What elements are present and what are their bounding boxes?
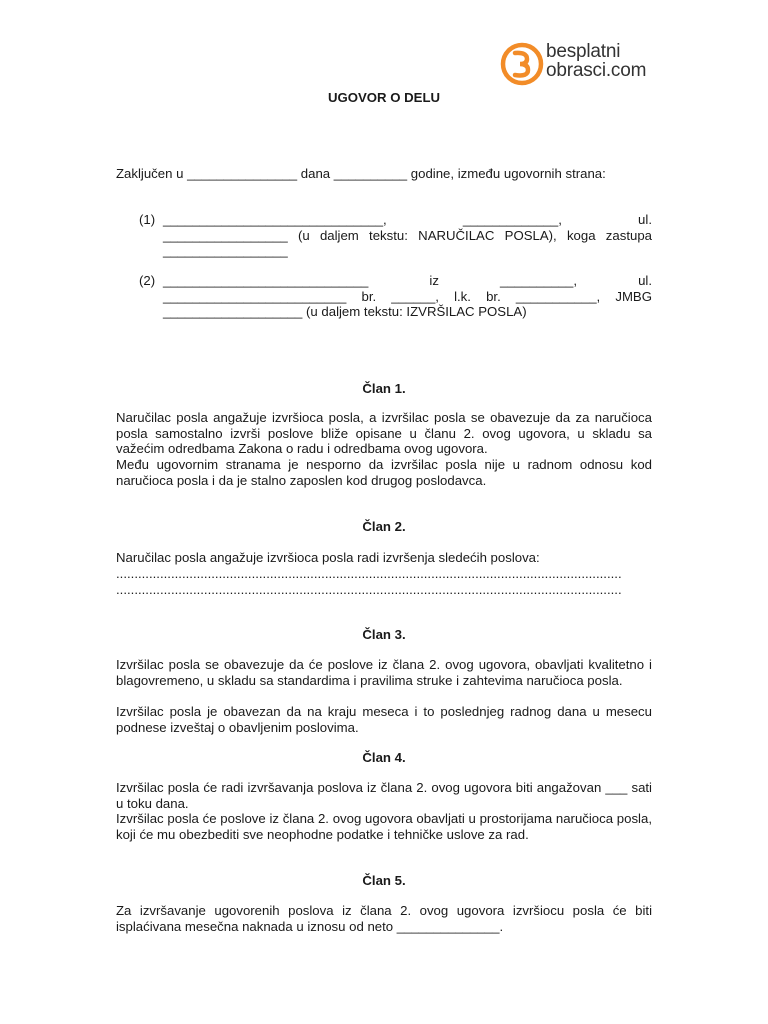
clan-4-paragraph-2: Izvršilac posla će poslove iz člana 2. ovog ugovora obavljati u prostorijama naručioca posla, koji će mu obezbediti sve neophodne podatke i tehničke uslove za rad. <box>116 811 652 842</box>
party-2-line-1: ____________________________ iz __________, ul. <box>163 273 652 288</box>
site-logo <box>500 42 660 90</box>
clan-3-paragraph-1: Izvršilac posla se obavezuje da će poslove iz člana 2. ovog ugovora, obavljati kvalitetno i blagovremeno, u skladu sa standardima i pravilima struke i zahtevima naručioca posla. <box>116 657 652 688</box>
clan-2-heading: Član 2. <box>362 519 406 534</box>
logo-line-2: obrasci.com <box>546 60 647 81</box>
clan-2-paragraph-1: Naručilac posla angažuje izvršioca posla radi izvršenja sledećih poslova: <box>116 550 540 565</box>
clan-2-dotted-line-1: .......................................................................................................................................... <box>116 566 622 581</box>
party-1-line-1: ______________________________, _____________, ul. <box>163 212 652 227</box>
party-2-line-2: _________________________ br. ______, l.k. br. ___________, JMBG <box>163 288 652 304</box>
clan-5-heading: Član 5. <box>362 873 406 888</box>
party-2-number: (2) <box>139 273 156 288</box>
party-1-line-3: _________________ <box>163 243 288 259</box>
clan-2-dotted-line-2: .......................................................................................................................................... <box>116 582 622 597</box>
party-1-number: (1) <box>139 212 156 227</box>
intro-line: Zaključen u _______________ dana __________ godine, između ugovornih strana: <box>116 166 606 181</box>
clan-1-heading: Član 1. <box>362 381 406 396</box>
clan-1-paragraph-2: Među ugovornim stranama je nesporno da izvršilac posla nije u radnom odnosu kod naručioca posla i da je stalno zaposlen kod drugog poslodavca. <box>116 457 652 488</box>
clan-3-paragraph-2: Izvršilac posla je obavezan da na kraju meseca i to poslednjeg radnog dana u mesecu podnese izveštaj o obavljenim poslovima. <box>116 704 652 735</box>
logo-wordmark <box>546 42 646 80</box>
clan-5-paragraph-1: Za izvršavanje ugovorenih poslova iz člana 2. ovog ugovora izvršiocu posla će biti isplaćivana mesečna naknada u iznosu od neto ______________. <box>116 903 652 934</box>
clan-4-heading: Član 4. <box>362 750 406 765</box>
clan-3-heading: Član 3. <box>362 627 406 642</box>
document-title: UGOVOR O DELU <box>327 90 441 105</box>
logo-line-1: besplatni <box>546 41 621 62</box>
clan-1-paragraph-1: Naručilac posla angažuje izvršioca posla, a izvršilac posla se obavezuje da za naručioca posla samostalno izvrši poslove bliže opisane u članu 2. ovog ugovora, u skladu sa važećim odredbama Zakona o radu i odredbama ovog ugovora. <box>116 410 652 457</box>
logo-mark-icon <box>500 42 544 86</box>
party-2-line-3: ___________________ (u daljem tekstu: IZVRŠILAC POSLA) <box>163 304 527 320</box>
clan-4-paragraph-1: Izvršilac posla će radi izvršavanja poslova iz člana 2. ovog ugovora biti angažovan ___ sati u toku dana. <box>116 780 652 811</box>
party-1-line-2: _________________ (u daljem tekstu: NARUČILAC POSLA), koga zastupa <box>163 227 652 243</box>
